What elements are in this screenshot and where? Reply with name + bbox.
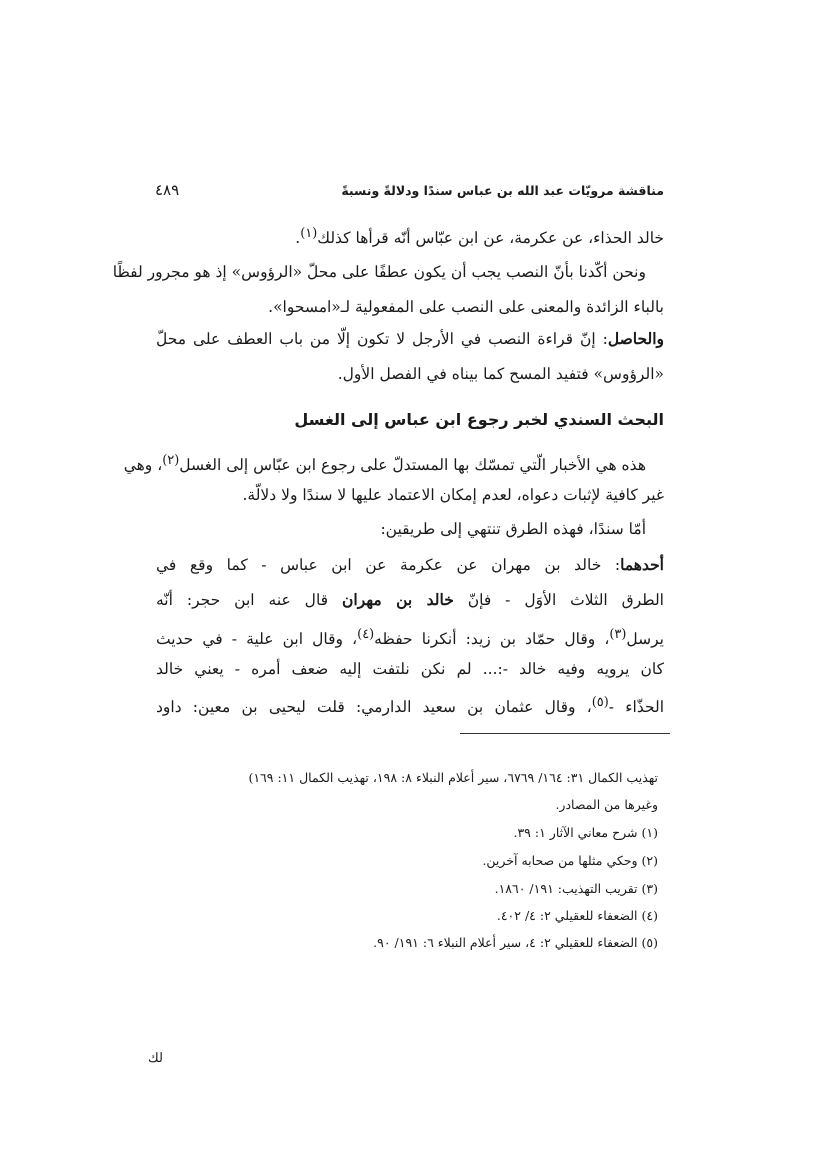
footnote-continuation: وغيرها من المصادر. xyxy=(555,797,658,812)
footnote-item: (٢) وحكي مثلها من صحابه آخرين. xyxy=(482,853,658,868)
bold-term: والحاصل xyxy=(607,329,664,348)
text-line: كان يرويه وفيه خالد -:... لم نكن نلتفت إليه ضعف أمره - يعني خالد xyxy=(156,660,664,678)
line-text: الحذّاء - xyxy=(608,698,664,717)
running-title: مناقشة مرويّات عبد الله بن عباس سندًا ودلالةً ونسبةً xyxy=(341,183,664,198)
text-line: ونحن أكّدنا بأنّ النصب يجب أن يكون عطفًا على محلّ «الرؤوس» إذ هو مجرور لفظًا xyxy=(112,263,646,281)
text-line: «الرؤوس» فتفيد المسح كما بيناه في الفصل الأول. xyxy=(337,365,664,383)
bold-term: أحدهما xyxy=(620,555,664,574)
text-line xyxy=(156,329,664,349)
page-end-mark: لك xyxy=(148,1051,163,1066)
line-text: هذه هي الأخبار الّتي تمسّك بها المستدلّ على رجوع ابن عبّاس إلى الغسل xyxy=(179,456,646,475)
text-line xyxy=(156,224,664,248)
line-text: ، وقال ابن علية - في حديث xyxy=(156,630,358,649)
line-text: . xyxy=(295,229,301,248)
text-line xyxy=(156,590,664,610)
text-line xyxy=(156,693,664,717)
line-text: ، وقال حمّاد بن زيد: أنكرنا حفظه xyxy=(374,630,610,649)
footnote-ref[interactable]: (٤) xyxy=(357,627,375,642)
line-text: ، وقال عثمان بن سعيد الدارمي: قلت ليحيى بن معين: داود xyxy=(156,698,592,717)
footnote-ref[interactable]: (٣) xyxy=(609,627,627,642)
line-text: خالد الحذاء، عن عكرمة، عن ابن عبّاس أنّه قرأها كذلك xyxy=(317,229,664,248)
footnote-ref[interactable]: (٢) xyxy=(162,453,180,468)
text-line: غير كافية لإثبات دعواه، لعدم إمكان الاعتماد عليها لا سندًا ولا دلالّة. xyxy=(242,486,664,504)
line-text: : إنّ قراءة النصب في الأرجل لا تكون إلّا من باب العطف على محلّ xyxy=(156,330,608,348)
line-text: : خالد بن مهران عن عكرمة عن ابن عباس - كما وقع في xyxy=(156,556,621,574)
text-line xyxy=(123,451,646,475)
footnote-ref[interactable]: (١) xyxy=(300,226,318,241)
footnote-ref[interactable]: (٥) xyxy=(591,695,609,710)
footnote-divider xyxy=(460,733,670,734)
footnote-item: (٣) تقريب التهذيب: ١٩١/ ١٨٦٠. xyxy=(494,881,658,896)
footnote-item: (٥) الضعفاء للعقيلي ٢: ٤، سير أعلام النبلاء ٦: ١٩١/ ٩٠. xyxy=(373,935,658,950)
line-text: قال عنه ابن حجر: أنّه xyxy=(156,591,343,609)
line-text: يرسل xyxy=(626,630,664,649)
text-line xyxy=(156,555,664,575)
text-line xyxy=(156,625,664,649)
footnote-item: (٤) الضعفاء للعقيلي ٢: ٤/ ٤٠٢. xyxy=(496,908,658,923)
line-text: الطرق الثلاث الأوَل - فإنّ xyxy=(453,591,664,609)
bold-term: خالد بن مهران xyxy=(342,590,454,609)
footnote-item: (١) شرح معاني الآثار ١: ٣٩. xyxy=(513,825,658,840)
footnote-continuation: تهذيب الكمال ٣١: ١٦٤/ ٦٧٦٩، سير أعلام النبلاء ٨: ١٩٨، تهذيب الكمال ١١: ١٦٩) xyxy=(248,770,658,785)
page-number: ٤٨٩ xyxy=(155,181,180,199)
text-line: بالباء الزائدة والمعنى على النصب على المفعولية لـ«امسحوا». xyxy=(268,298,664,316)
section-heading: البحث السندي لخبر رجوع ابن عباس إلى الغسل xyxy=(294,410,664,429)
text-line: أمّا سندًا، فهذه الطرق تنتهي إلى طريقين: xyxy=(380,520,646,538)
line-text: ، وهي xyxy=(123,456,163,475)
